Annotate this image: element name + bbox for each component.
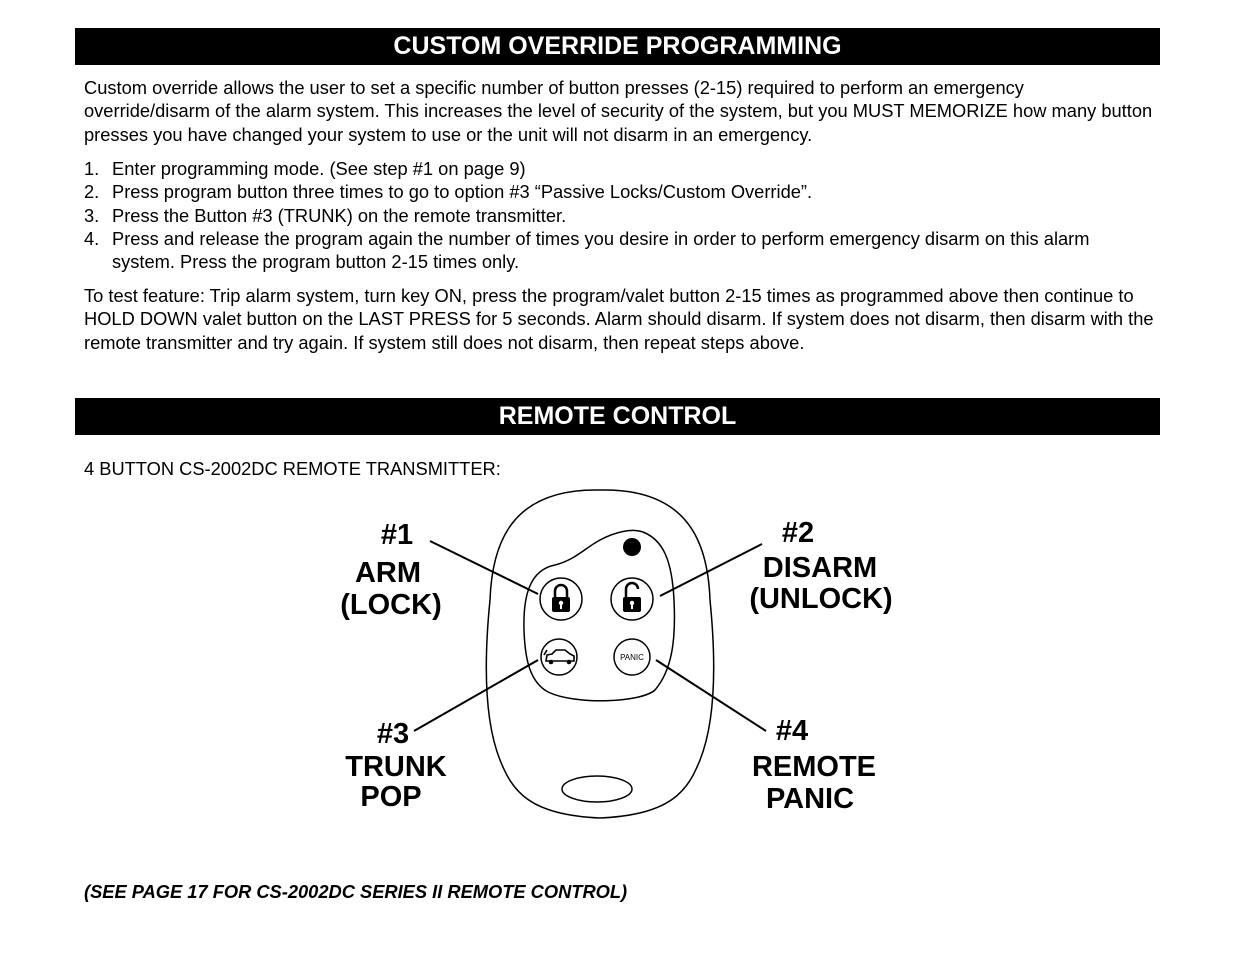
unlock-button[interactable] [611,578,653,620]
callout-1-sublabel: (LOCK) [340,589,442,621]
leader-line-1 [430,541,538,594]
intro-paragraph: Custom override allows the user to set a specific number of button presses (2-15) required to perform an emergency override/disarm of the alarm system. This increases the level of security of the system, but you MUST MEMORIZE how many button presses you have changed your system to use or the unit will not disarm in an emergency. [84,77,1153,145]
remote-subheading: 4 BUTTON CS-2002DC REMOTE TRANSMITTER: [84,458,501,479]
step-number: 1. [84,158,100,179]
panic-button-label: PANIC [620,653,644,662]
lock-button[interactable] [540,578,582,620]
step-text: Press program button three times to go to option #3 “Passive Locks/Custom Override”. [112,181,813,203]
panic-button[interactable] [614,639,650,675]
callout-1-number: #1 [380,519,414,551]
section-title-remote-control: REMOTE CONTROL [75,398,1160,435]
leader-line-4 [656,660,766,731]
step-text: Press the Button #3 (TRUNK) on the remote transmitter. [112,204,567,226]
key-ring-hole [562,776,632,802]
callout-3-sublabel: POP [360,781,422,813]
remote-diagram [300,480,940,830]
callout-1-label: ARM [354,557,422,589]
callout-2-number: #2 [781,517,815,549]
step-text: Press and release the program again the number of times you desire in order to perform emergency disarm on this alarm system. Press the program button 2-15 times only. [112,227,1090,273]
leader-line-2 [660,544,762,596]
callout-4-number: #4 [775,715,809,747]
step-number: 2. [84,181,100,203]
callout-4-label: REMOTE [751,751,877,783]
list-item [84,227,1154,274]
step-text: Enter programming mode. (See step #1 on page 9) [112,158,526,179]
button-panel [524,530,675,700]
list-item [84,180,1154,203]
callout-2-label: DISARM [762,552,878,584]
step-number: 3. [84,204,100,226]
list-item [84,204,1154,227]
callout-2-sublabel: (UNLOCK) [749,583,893,615]
callout-4-sublabel: PANIC [765,783,855,815]
section-title-custom-override: CUSTOM OVERRIDE PROGRAMMING [75,28,1160,65]
footnote: (SEE PAGE 17 FOR CS-2002DC SERIES II REMOTE CONTROL) [84,881,628,902]
list-item [84,157,1154,180]
step-number: 4. [84,227,100,249]
led-indicator [623,538,641,556]
callout-3-number: #3 [376,718,410,750]
steps-list [84,157,1154,273]
test-feature-paragraph: To test feature: Trip alarm system, turn key ON, press the program/valet button 2-15 times as programmed above then continue to HOLD DOWN valet button on the LAST PRESS for 5 seconds. Alarm should disarm. If system does not disarm, then disarm with the remote transmitter and try again. If system still does not disarm, then repeat steps above. [84,285,1154,353]
callout-3-label: TRUNK [345,751,447,783]
leader-line-3 [414,660,538,731]
trunk-button[interactable] [541,639,577,675]
